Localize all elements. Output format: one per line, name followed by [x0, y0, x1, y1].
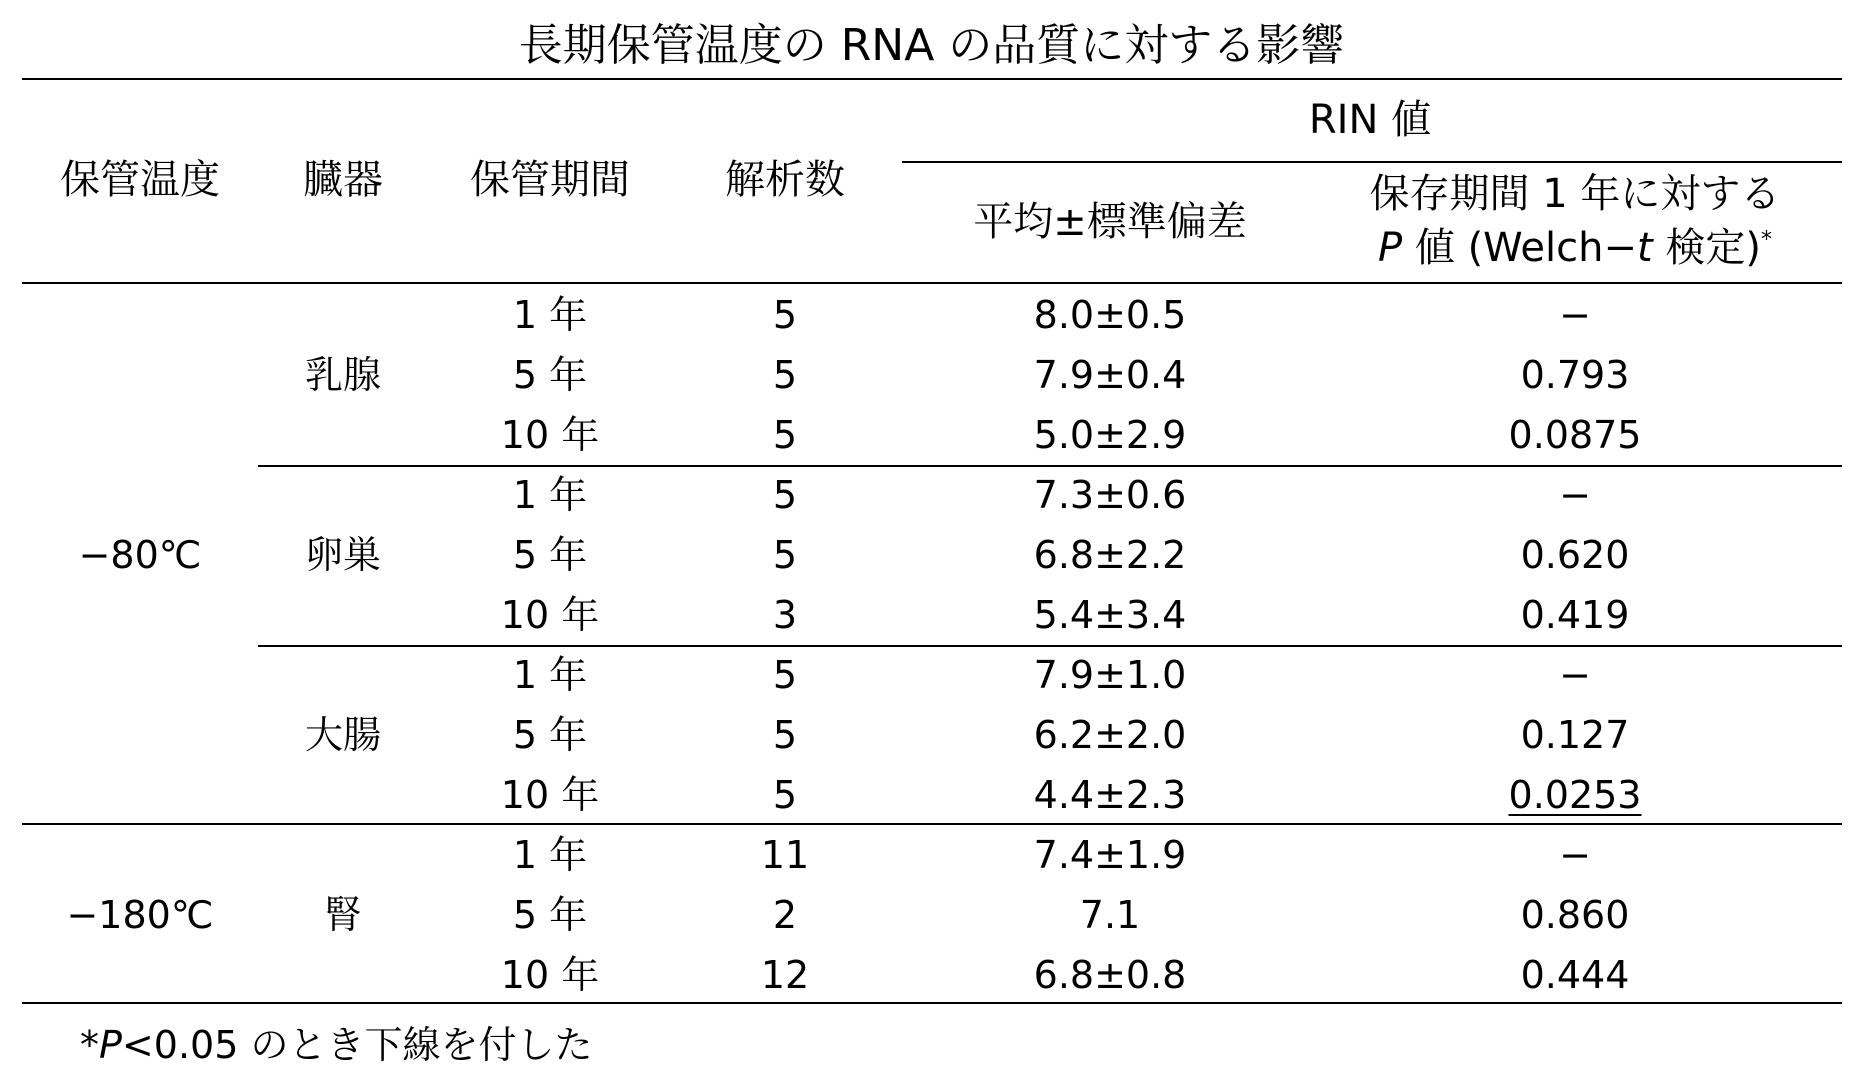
pvalue-cell — [1310, 710, 1840, 760]
pvalue-text: − — [1559, 653, 1591, 697]
pvalue-text: 0.860 — [1520, 893, 1630, 937]
header-temp: 保管温度 — [60, 157, 220, 203]
header-pvalue-end: 検定) — [1652, 225, 1761, 271]
pvalue-text: 0.127 — [1520, 713, 1630, 757]
mean-sd-cell: 6.8±0.8 — [1033, 953, 1187, 997]
header-bottom-rule — [22, 282, 1842, 284]
period-cell: 5 年 — [512, 893, 588, 937]
n-cell: 5 — [772, 773, 798, 817]
rin-sub-rule — [902, 161, 1842, 163]
pvalue-text: − — [1559, 473, 1591, 517]
pvalue-text: 0.0875 — [1508, 413, 1642, 457]
pvalue-cell — [1310, 350, 1840, 400]
pvalue-text: − — [1559, 293, 1591, 337]
bottom-rule — [22, 1002, 1842, 1004]
pvalue-cell — [1310, 530, 1840, 580]
n-cell: 3 — [772, 593, 798, 637]
mean-sd-cell: 5.4±3.4 — [1033, 593, 1187, 637]
n-cell: 5 — [772, 353, 798, 397]
pvalue-cell — [1310, 470, 1840, 520]
mean-sd-cell: 5.0±2.9 — [1033, 413, 1187, 457]
n-cell: 5 — [772, 713, 798, 757]
mean-sd-cell: 7.1 — [1079, 893, 1141, 937]
pvalue-cell — [1310, 770, 1840, 820]
organ-cell: 卵巣 — [304, 533, 381, 577]
mean-sd-cell: 6.8±2.2 — [1033, 533, 1187, 577]
header-pvalue-p: P — [1378, 225, 1403, 271]
footnote — [80, 1020, 592, 1070]
header-organ: 臓器 — [303, 157, 383, 203]
period-cell: 1 年 — [512, 653, 588, 697]
header-rin: RIN 値 — [1308, 97, 1432, 143]
footnote-text: <0.05 のとき下線を付した — [121, 1023, 593, 1067]
header-mean-sd: 平均±標準偏差 — [973, 199, 1247, 245]
period-cell: 5 年 — [512, 533, 588, 577]
pvalue-cell — [1310, 650, 1840, 700]
mean-sd-cell: 7.4±1.9 — [1033, 833, 1187, 877]
period-cell: 10 年 — [500, 953, 600, 997]
mean-sd-cell: 8.0±0.5 — [1033, 293, 1187, 337]
footnote-p: P — [99, 1023, 122, 1067]
period-cell: 10 年 — [500, 593, 600, 637]
header-n: 解析数 — [725, 157, 845, 203]
pvalue-text: 0.620 — [1520, 533, 1630, 577]
pvalue-cell — [1310, 590, 1840, 640]
period-cell: 5 年 — [512, 713, 588, 757]
period-cell: 1 年 — [512, 293, 588, 337]
pvalue-text: 0.0253 — [1508, 773, 1642, 817]
mean-sd-cell: 6.2±2.0 — [1033, 713, 1187, 757]
organ-rule-2 — [258, 645, 1842, 647]
mean-sd-cell: 7.9±1.0 — [1033, 653, 1187, 697]
n-cell: 5 — [772, 473, 798, 517]
pvalue-cell — [1310, 830, 1840, 880]
n-cell: 5 — [772, 533, 798, 577]
n-cell: 12 — [760, 953, 810, 997]
organ-cell: 腎 — [323, 893, 362, 937]
top-rule — [22, 78, 1842, 80]
organ-cell: 大腸 — [304, 713, 381, 757]
temp-cell: −80℃ — [78, 533, 202, 577]
mean-sd-cell: 7.3±0.6 — [1033, 473, 1187, 517]
pvalue-text: 0.444 — [1520, 953, 1630, 997]
period-cell: 1 年 — [512, 833, 588, 877]
pvalue-cell — [1310, 410, 1840, 460]
group-rule — [22, 823, 1842, 825]
pvalue-cell — [1310, 290, 1840, 340]
period-cell: 10 年 — [500, 413, 600, 457]
header-pvalue-line2 — [1310, 222, 1840, 274]
pvalue-text: − — [1559, 833, 1591, 877]
n-cell: 5 — [772, 653, 798, 697]
temp-cell: −180℃ — [66, 893, 214, 937]
period-cell: 1 年 — [512, 473, 588, 517]
period-cell: 5 年 — [512, 353, 588, 397]
header-pvalue-asterisk: * — [1760, 227, 1772, 253]
n-cell: 5 — [772, 293, 798, 337]
table-title: 長期保管温度の RNA の品質に対する影響 — [518, 20, 1345, 71]
footnote-asterisk: * — [80, 1023, 99, 1067]
mean-sd-cell: 7.9±0.4 — [1033, 353, 1187, 397]
pvalue-text: 0.419 — [1520, 593, 1630, 637]
mean-sd-cell: 4.4±2.3 — [1033, 773, 1187, 817]
header-pvalue-line1: 保存期間 1 年に対する — [1369, 171, 1781, 217]
organ-rule-1 — [258, 465, 1842, 467]
period-cell: 10 年 — [500, 773, 600, 817]
pvalue-cell — [1310, 890, 1840, 940]
header-pvalue-rest: 値 (Welch− — [1402, 225, 1637, 271]
header-pvalue-t: t — [1636, 225, 1653, 271]
pvalue-text: 0.793 — [1520, 353, 1630, 397]
pvalue-cell — [1310, 950, 1840, 1000]
organ-cell: 乳腺 — [304, 353, 381, 397]
n-cell: 2 — [772, 893, 798, 937]
n-cell: 11 — [760, 833, 810, 877]
header-period: 保管期間 — [470, 157, 630, 203]
n-cell: 5 — [772, 413, 798, 457]
